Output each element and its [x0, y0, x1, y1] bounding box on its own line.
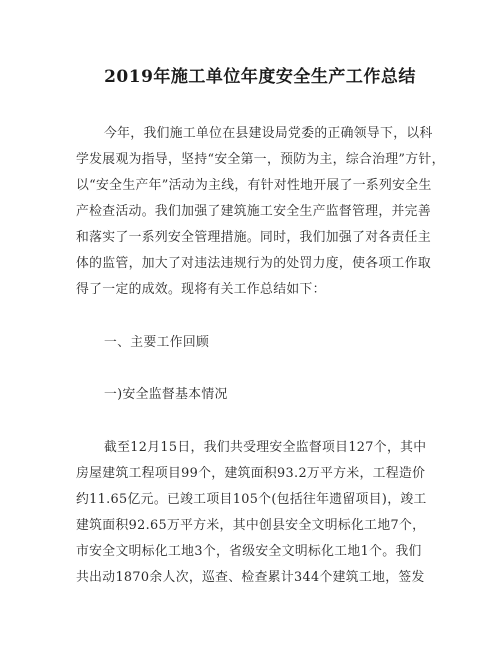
paragraph-1-line-4: 产检查活动。我们加强了建筑施工安全生产监督管理，并完善	[76, 204, 431, 219]
section-heading-1: 一、主要工作回顾	[104, 335, 210, 350]
paragraph-1-line-6: 体的监管，加大了对违法违规行为的处罚力度，使各项工作取	[76, 256, 431, 271]
paragraph-1-line-3: 以“安全生产年”活动为主线，有针对性地开展了一系列安全生	[76, 178, 432, 193]
paragraph-2-line-5: 市安全文明标化工地3个，省级安全文明标化工地1个。我们	[76, 544, 422, 559]
paragraph-2-line-4: 建筑面积92.65万平方米，其中创县安全文明标化工地7个，	[76, 518, 426, 533]
paragraph-2-line-2: 房屋建筑工程项目99个，建筑面积93.2万平方米，工程造价	[76, 466, 426, 481]
paragraph-1-line-2: 学发展观为指导，坚持“安全第一，预防为主，综合治理”方针，	[76, 152, 445, 167]
paragraph-1-line-5: 和落实了一系列安全管理措施。同时，我们加强了对各责任主	[76, 230, 431, 245]
paragraph-1-line-7: 得了一定的成效。现将有关工作总结如下：	[76, 282, 326, 297]
paragraph-2-line-3: 约11.65亿元。已竣工项目105个(包括往年遗留项目)，竣工	[76, 492, 427, 507]
paragraph-2-line-6: 共出动1870余人次，巡查、检查累计344个建筑工地，签发	[76, 570, 425, 585]
section-heading-2: 一)安全监督基本情况	[104, 387, 228, 402]
paragraph-1-line-1: 今年，我们施工单位在县建设局党委的正确领导下，以科	[104, 126, 433, 141]
document-title: 2019年施工单位年度安全生产工作总结	[104, 67, 416, 87]
paragraph-2-line-1: 截至12月15日，我们共受理安全监督项目127个，其中	[104, 440, 427, 455]
